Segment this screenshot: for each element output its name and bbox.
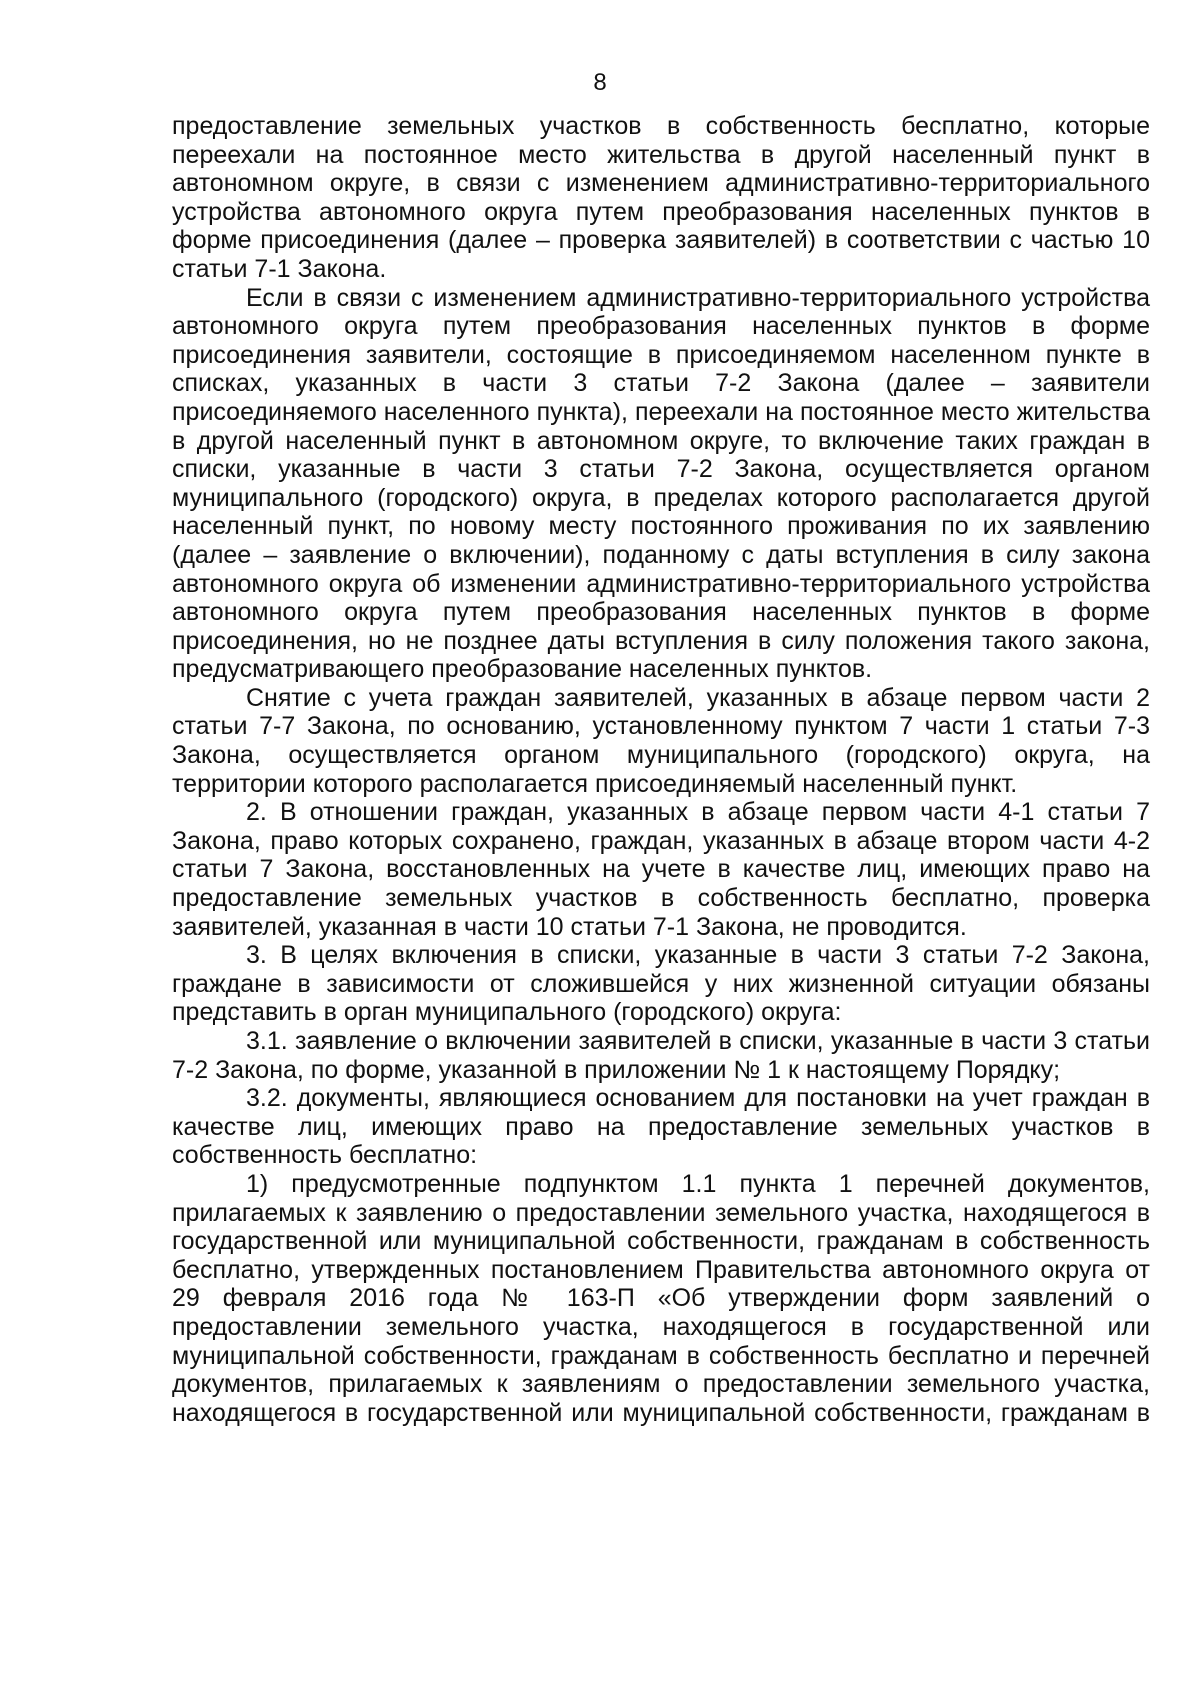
paragraph-item-3: 3. В целях включения в списки, указанные в части 3 статьи 7-2 Закона, граждане в зависимости от сложившейся у них жизненной ситуации обязаны представить в орган муниципального (городского) округа: <box>172 941 1150 1027</box>
page-number: 8 <box>593 69 607 96</box>
paragraph-continuation: предоставление земельных участков в собственность бесплатно, которые переехали на постоянное место жительства в другой населенный пункт в автономном округе, в связи с изменением административно-территориального устройства автономного округа путем преобразования населенных пунктов в форме присоединения (далее – проверка заявителей) в соответствии с частью 10 статьи 7-1 Закона. <box>172 112 1150 283</box>
paragraph-relocation-inclusion: Если в связи с изменением административно-территориального устройства автономного округа путем преобразования населенных пунктов в форме присоединения заявители, состоящие в присоединяемом населенном пункте в списках, указанных в части 3 статьи 7-2 Закона (далее – заявители присоединяемого населенного пункта), переехали на постоянное место жительства в другой населенный пункт в автономном округе, то включение таких граждан в списки, указанные в части 3 статьи 7-2 Закона, осуществляется органом муниципального (городского) округа, в пределах которого располагается другой населенный пункт, по новому месту постоянного проживания по их заявлению (далее – заявление о включении), поданному с даты вступления в силу закона автономного округа об изменении административно-территориального устройства автономного округа путем преобразования населенных пунктов в форме присоединения, но не позднее даты вступления в силу положения такого закона, предусматривающего преобразование населенных пунктов. <box>172 283 1150 684</box>
paragraph-subitem-1: 1) предусмотренные подпунктом 1.1 пункта 1 перечней документов, прилагаемых к заявлению о предоставлении земельного участка, находящегося в государственной или муниципальной собственности, гражданам в собственность бесплатно, утвержденных постановлением Правительства автономного округа от 29 февраля 2016 года № 163-П «Об утверждении форм заявлений о предоставлении земельного участка, находящегося в государственной или муниципальной собственности, гражданам в собственность бесплатно и перечней документов, прилагаемых к заявлениям о предоставлении земельного участка, находящегося в государственной или муниципальной собственности, гражданам в <box>172 1169 1150 1427</box>
paragraph-removal-from-register: Снятие с учета граждан заявителей, указанных в абзаце первом части 2 статьи 7-7 Закона, по основанию, установленному пунктом 7 части 1 статьи 7-3 Закона, осуществляется органом муниципального (городского) округа, на территории которого располагается присоединяемый населенный пункт. <box>172 683 1150 798</box>
paragraph-item-3-2: 3.2. документы, являющиеся основанием для постановки на учет граждан в качестве лиц, имеющих право на предоставление земельных участков в собственность бесплатно: <box>172 1084 1150 1170</box>
document-body <box>172 112 1150 1427</box>
paragraph-item-2: 2. В отношении граждан, указанных в абзаце первом части 4-1 статьи 7 Закона, право которых сохранено, граждан, указанных в абзаце втором части 4-2 статьи 7 Закона, восстановленных на учете в качестве лиц, имеющих право на предоставление земельных участков в собственность бесплатно, проверка заявителей, указанная в части 10 статьи 7-1 Закона, не проводится. <box>172 798 1150 941</box>
paragraph-item-3-1: 3.1. заявление о включении заявителей в списки, указанные в части 3 статьи 7-2 Закона, по форме, указанной в приложении № 1 к настоящему Порядку; <box>172 1027 1150 1084</box>
